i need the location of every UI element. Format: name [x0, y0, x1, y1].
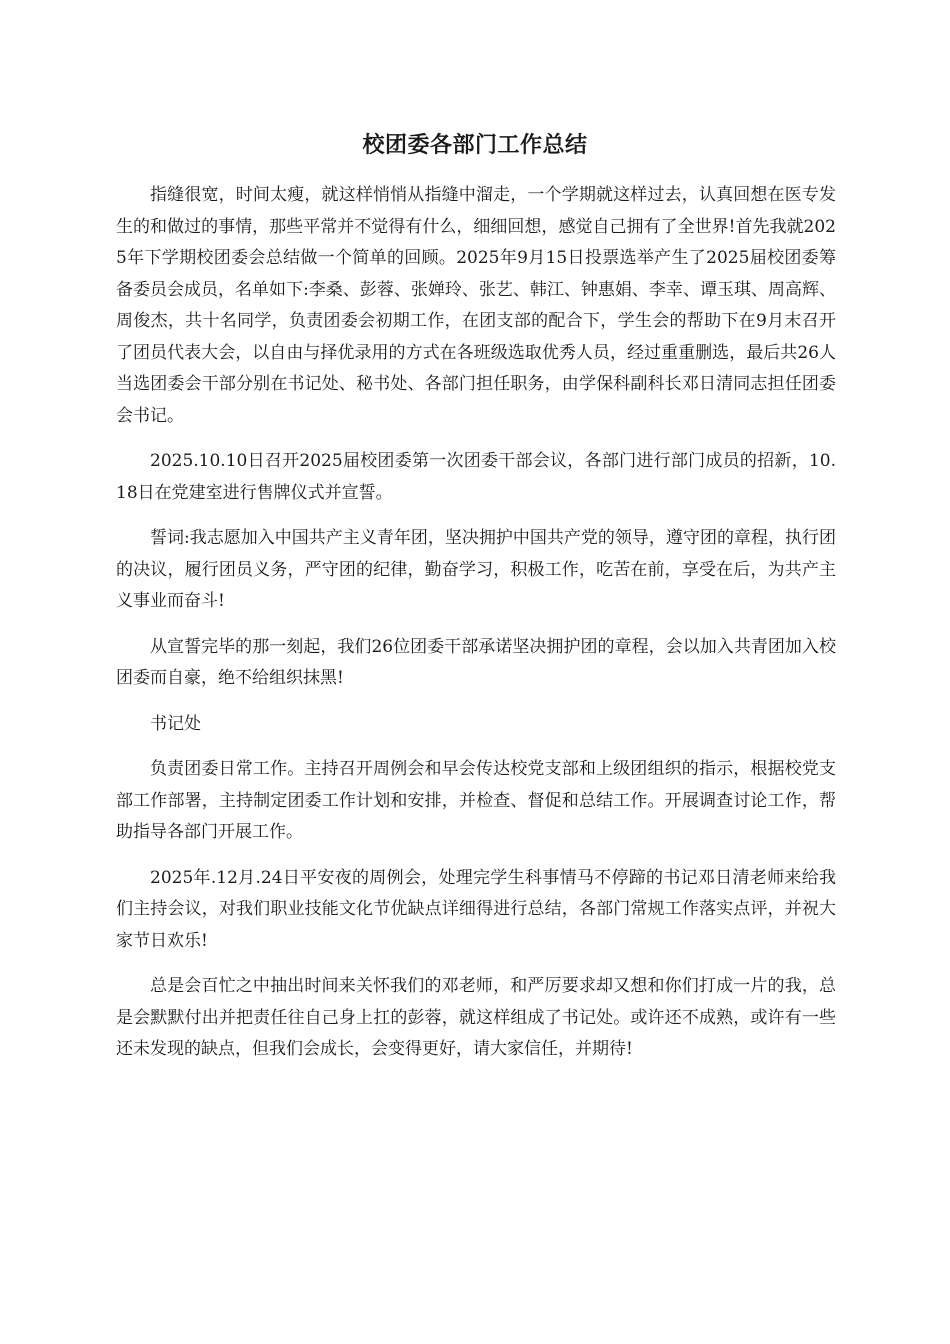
paragraph-christmas-eve-meeting: 2025年.12月.24日平安夜的周例会，处理完学生科事情马不停蹄的书记邓日清老师来给我们主持会议，对我们职业技能文化节优缺点详细得进行总结，各部门常规工作落实点评，并祝大家节日欢乐!	[116, 867, 836, 951]
paragraph-intro: 指缝很宽，时间太瘦，就这样悄悄从指缝中溜走，一个学期就这样过去，认真回想在医专发生的和做过的事情，那些平常并不觉得有什么，细细回想，感觉自己拥有了全世界!首先我就2025年下学期校团委会总结做一个简单的回顾。2025年9月15日投票选举产生了2025届校团委筹备委员会成员，名单如下:李桑、彭蓉、张婵玲、张艺、韩江、钟惠娟、李幸、谭玉琪、周高辉、周俊杰，共十名同学，负责团委会初期工作，在团支部的配合下，学生会的帮助下在9月末召开了团员代表大会，以自由与择优录用的方式在各班级选取优秀人员，经过重重删选，最后共26人当选团委会干部分别在书记处、秘书处、各部门担任职务，由学保科副科长邓日清同志担任团委会书记。	[116, 185, 836, 426]
section-heading-secretariat: 书记处	[150, 713, 201, 734]
document-title: 校团委各部门工作总结	[362, 132, 588, 158]
paragraph-closing: 总是会百忙之中抽出时间来关怀我们的邓老师，和严厉要求却又想和你们打成一片的我，总是会默默付出并把责任往自己身上扛的彭蓉，就这样组成了书记处。或许还不成熟，或许有一些还未发现的缺点，但我们会成长，会变得更好，请大家信任，并期待!	[116, 976, 836, 1059]
paragraph-oath: 誓词:我志愿加入中国共产主义青年团，坚决拥护中国共产党的领导，遵守团的章程，执行团的决议，履行团员义务，严守团的纪律，勤奋学习，积极工作，吃苦在前，享受在后，为共产主义事业而奋斗!	[116, 528, 836, 611]
paragraph-secretariat-duties: 负责团委日常工作。主持召开周例会和早会传达校党支部和上级团组织的指示，根据校党支部工作部署，主持制定团委工作计划和安排，并检查、督促和总结工作。开展调查讨论工作，帮助指导各部门开展工作。	[116, 759, 836, 842]
document-body	[116, 180, 836, 1080]
paragraph-first-meeting: 2025.10.10日召开2025届校团委第一次团委干部会议，各部门进行部门成员的招新，10.18日在党建室进行售牌仪式并宣誓。	[116, 451, 836, 503]
paragraph-commitment: 从宣誓完毕的那一刻起，我们26位团委干部承诺坚决拥护团的章程，会以加入共青团加入校团委而自豪，绝不给组织抹黑!	[116, 636, 836, 688]
